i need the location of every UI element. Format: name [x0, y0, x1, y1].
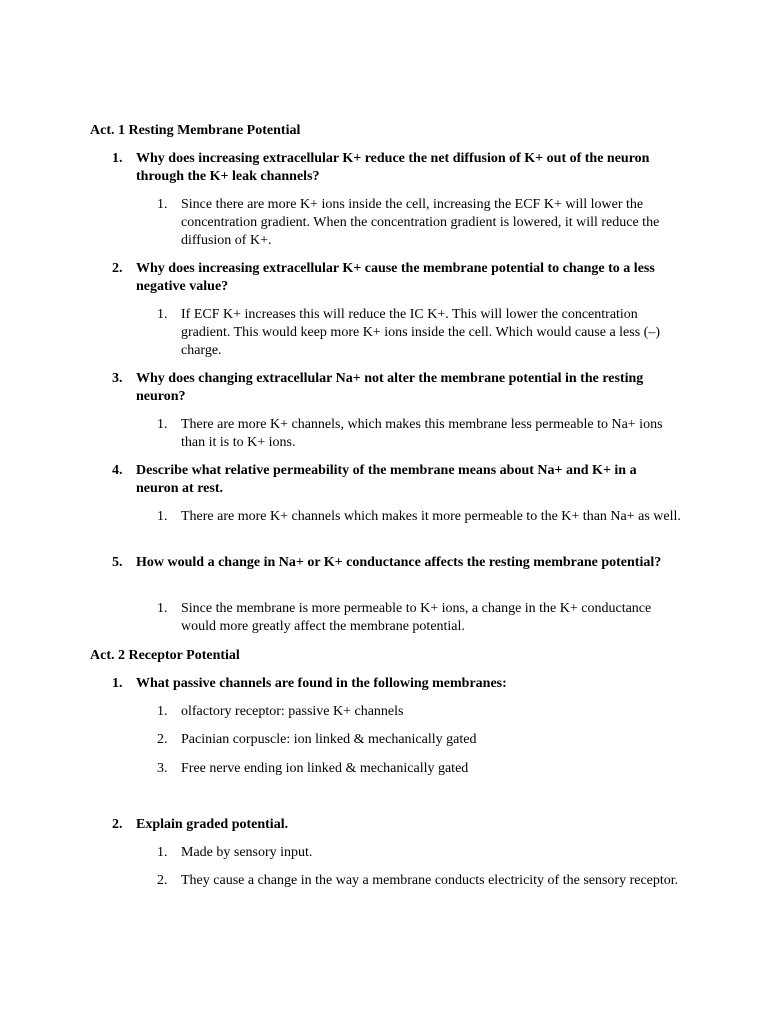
answer-text: There are more K+ channels which makes it more permeable to the K+ than Na+ as well. — [181, 509, 681, 524]
question-text: What passive channels are found in the following membranes: — [136, 676, 507, 691]
question-number: 2. — [112, 261, 123, 276]
answer-text: Since the membrane is more permeable to K+ ions, a change in the K+ conductance would more greatly affect the membrane potential. — [181, 601, 652, 634]
answer-number: 2. — [157, 873, 168, 888]
question-text: How would a change in Na+ or K+ conductance affects the resting membrane potential? — [136, 555, 662, 570]
answer-item — [157, 844, 687, 862]
answer-text: olfactory receptor: passive K+ channels — [181, 704, 404, 719]
answer-item — [157, 703, 687, 721]
answer-number: 1. — [157, 417, 168, 432]
answer-item — [157, 872, 687, 890]
answer-number: 1. — [157, 601, 168, 616]
answer-text: Free nerve ending ion linked & mechanically gated — [181, 761, 469, 776]
answer-item — [157, 760, 687, 778]
answer-item — [157, 196, 687, 250]
answer-item — [157, 600, 687, 636]
answer-item — [157, 731, 687, 749]
section-title-act2: Act. 2 Receptor Potential — [90, 648, 240, 663]
question-1 — [112, 150, 680, 186]
question-number: 4. — [112, 463, 123, 478]
answer-text: Made by sensory input. — [181, 845, 313, 860]
question-number: 5. — [112, 555, 123, 570]
answer-number: 3. — [157, 761, 168, 776]
question-text: Why does increasing extracellular K+ reduce the net diffusion of K+ out of the neuron through the K+ leak channels? — [136, 151, 650, 184]
answer-text: They cause a change in the way a membrane conducts electricity of the sensory receptor. — [181, 873, 679, 888]
question-number: 2. — [112, 817, 123, 832]
answer-number: 1. — [157, 704, 168, 719]
answer-text: There are more K+ channels, which makes this membrane less permeable to Na+ ions than it is to K+ ions. — [181, 417, 663, 450]
question-text: Why does changing extracellular Na+ not alter the membrane potential in the resting neuron? — [136, 371, 644, 404]
question-4 — [112, 462, 680, 498]
question-2 — [112, 260, 680, 296]
question-text: Describe what relative permeability of the membrane means about Na+ and K+ in a neuron at rest. — [136, 463, 637, 496]
answer-item — [157, 306, 687, 360]
answer-item — [157, 508, 687, 526]
question-text: Why does increasing extracellular K+ cause the membrane potential to change to a less negative value? — [136, 261, 655, 294]
question-number: 1. — [112, 676, 123, 691]
question-1 — [112, 675, 680, 693]
answer-number: 1. — [157, 509, 168, 524]
question-text: Explain graded potential. — [136, 817, 289, 832]
section-title-act1: Act. 1 Resting Membrane Potential — [90, 123, 301, 138]
question-3 — [112, 370, 680, 406]
question-2 — [112, 816, 680, 834]
answer-number: 2. — [157, 732, 168, 747]
answer-number: 1. — [157, 845, 168, 860]
answer-number: 1. — [157, 197, 168, 212]
answer-text: Since there are more K+ ions inside the cell, increasing the ECF K+ will lower the concentration gradient. When the concentration gradient is lowered, it will reduce the diffusion of K+. — [181, 197, 660, 248]
question-number: 3. — [112, 371, 123, 386]
answer-text: Pacinian corpuscle: ion linked & mechanically gated — [181, 732, 477, 747]
answer-text: If ECF K+ increases this will reduce the IC K+. This will lower the concentration gradient. This would keep more K+ ions inside the cell. Which would cause a less (–) charge. — [181, 307, 660, 358]
answer-number: 1. — [157, 307, 168, 322]
question-number: 1. — [112, 151, 123, 166]
question-5 — [112, 554, 680, 572]
answer-item — [157, 416, 687, 452]
